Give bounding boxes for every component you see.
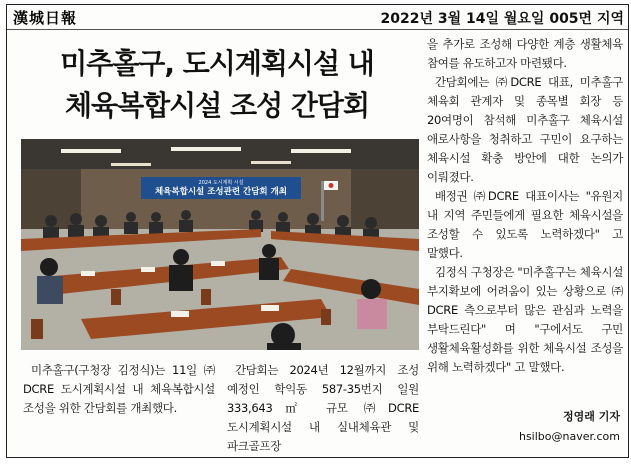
body-paragraph-2: 간담회는 2024년 12월까지 조성 예정인 학익동 587-35번지 일원 333,643㎡ 규모 ㈜DCRE 도시계획시설 내 실내체육관 및 파크골프장 [227, 363, 419, 453]
body-paragraph-ceo-quote: 배정권 ㈜DCRE 대표이사는 "유원지 내 지역 주민들에게 필요한 체육시설을 조성할 수 있도록 노력하겠다" 고 말했다. [427, 189, 623, 260]
body-paragraph-continuation: 을 추가로 조성해 다양한 계층 생활체육 참여를 유도하고자 마련됐다. [427, 37, 623, 70]
body-paragraph-mayor-quote: 김정식 구청장은 "미추홀구는 체육시설 부지확보에 어려움이 있는 상황으로 ㈜DCRE 측으로부터 많은 관심과 노력을 부탁드린다" 며 "구에서도 구민 생활체육활성화를 위한 체육시설 조성을 위해 노력하겠다" 고 말했다. [427, 265, 623, 374]
article-column-middle [227, 361, 419, 456]
article-column-right [427, 35, 623, 377]
publication-date-line: 2022년 3월 14일 월요일 005면 지역 [380, 11, 624, 27]
meeting-photo [21, 139, 419, 350]
article-headline [15, 43, 419, 127]
newspaper-name: 漢城日報 [13, 9, 78, 27]
article-column-left [23, 361, 215, 418]
banner-text: 체육복합시설 조성관련 간담회 개최 [154, 187, 288, 197]
reporter-email: hsilbo@naver.com [518, 430, 620, 443]
newspaper-clipping [6, 4, 629, 458]
headline-line-2: 체육복합시설 조성 간담회 [64, 89, 370, 122]
reporter-byline: 정영래 기자 [563, 410, 620, 423]
masthead [7, 5, 628, 30]
body-paragraph-attendees: 간담회에는 ㈜DCRE 대표, 미추홀구 체육회 관계자 및 종목별 회장 등 20여명이 참석해 미추홀구 체육시설 애로사항을 청취하고 구민이 요구하는 체육시설 확충 방안에 대한 논의가 이뤄졌다. [427, 75, 623, 184]
headline-line-1: 미추홀구, 도시계획시설 내 [60, 47, 374, 80]
lead-paragraph: 미추홀구(구청장 김정식)는 11일 ㈜DCRE 도시계획시설 내 체육복합시설 조성을 위한 간담회를 개최했다. [23, 363, 215, 415]
banner-small-text: 2024 도시계획 시설 [198, 180, 244, 186]
